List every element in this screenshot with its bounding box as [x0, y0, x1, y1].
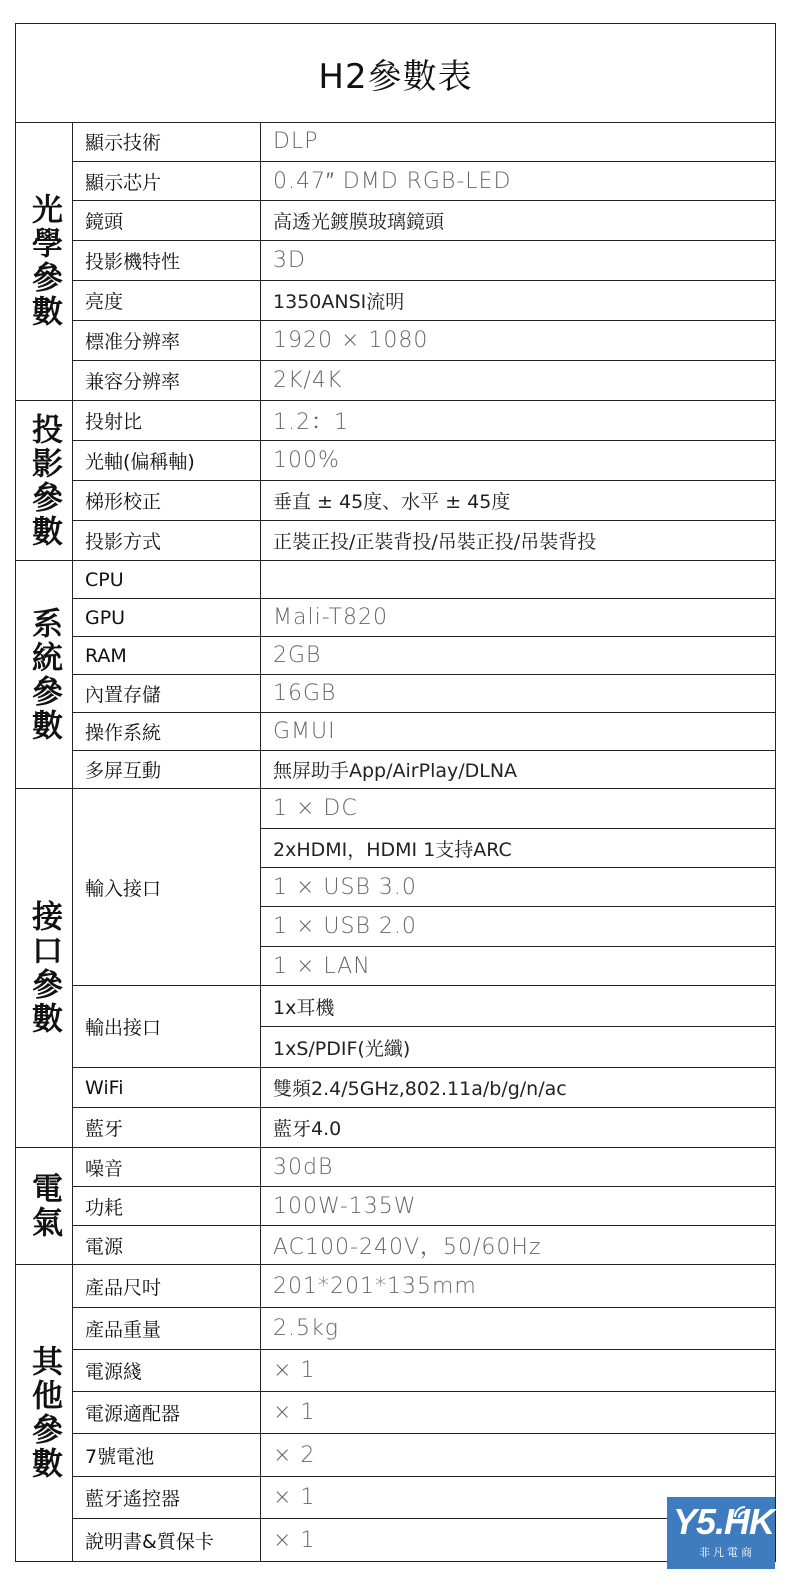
row-label: RAM: [73, 637, 261, 675]
row-value: 100%: [261, 441, 775, 481]
row-value: AC100-240V，50/60Hz: [261, 1226, 775, 1265]
row-label: CPU: [73, 561, 261, 599]
row-label: 亮度: [73, 281, 261, 321]
logo-subtext: 非凡電商: [699, 1546, 755, 1559]
watermark-logo: [667, 1497, 775, 1569]
group-interface: [16, 789, 73, 1148]
row-value: × 1: [273, 1527, 316, 1553]
row-label: 操作系統: [73, 713, 261, 751]
group-label: 其他參數: [26, 1345, 62, 1481]
row-label: 電源: [73, 1226, 261, 1265]
row-label: 說明書&質保卡: [73, 1519, 261, 1561]
row-label: 投影方式: [73, 521, 261, 561]
row-value: 藍牙4.0: [261, 1108, 775, 1148]
group-projection: [16, 401, 73, 561]
group-label: 投影參數: [26, 412, 62, 549]
row-value: 1350ANSI流明: [261, 281, 775, 321]
row-value: 2xHDMI，HDMI 1支持ARC: [261, 829, 775, 868]
row-label: 功耗: [73, 1187, 261, 1226]
row-value: × 1: [261, 1392, 775, 1434]
row-value: Mali-T820: [261, 599, 775, 637]
row-value: 3D: [261, 241, 775, 281]
row-value: 高透光鍍膜玻璃鏡頭: [261, 201, 775, 241]
page-title: H2參數表: [16, 24, 775, 123]
row-label: 7號電池: [73, 1434, 261, 1477]
row-value: GMUI: [261, 713, 775, 751]
row-value: × 1: [261, 1477, 775, 1519]
row-label: 藍牙遙控器: [73, 1477, 261, 1519]
group-label: 接口參數: [26, 900, 62, 1036]
row-value: 201*201*135mm: [261, 1265, 775, 1308]
row-label: 內置存儲: [73, 675, 261, 713]
row-label: 產品尺吋: [73, 1265, 261, 1308]
row-label: 顯示技術: [73, 122, 261, 162]
row-label: 投影機特性: [73, 241, 261, 281]
row-value: 2GB: [261, 637, 775, 675]
row-label: 投射比: [73, 401, 261, 441]
row-label: 多屏互動: [73, 751, 261, 789]
row-value: 1x耳機: [261, 986, 775, 1027]
row-value: 30dB: [261, 1148, 775, 1187]
row-value: 2K/4K: [261, 361, 775, 401]
row-label: 電源綫: [73, 1350, 261, 1392]
row-value: DLP: [261, 122, 775, 162]
group-label: 電氣: [26, 1172, 62, 1240]
row-value: 100W-135W: [261, 1187, 775, 1226]
spec-table: [15, 23, 776, 1562]
group-label: 光學參數: [26, 193, 62, 329]
row-value: 1xS/PDIF(光纖): [261, 1027, 775, 1068]
group-system: [16, 561, 73, 789]
logo-text: Y5.HK: [673, 1501, 775, 1542]
row-label: 產品重量: [73, 1308, 261, 1350]
row-label: 噪音: [73, 1148, 261, 1187]
group-electrical: [16, 1148, 73, 1265]
row-value: 正裝正投/正裝背投/吊裝正投/吊裝背投: [261, 521, 775, 561]
row-label: 電源適配器: [73, 1392, 261, 1434]
row-label: GPU: [73, 599, 261, 637]
row-value: 1 × USB 3.0: [261, 868, 775, 907]
row-value: 1 × LAN: [261, 947, 775, 986]
row-value: 垂直 ± 45度、水平 ± 45度: [261, 481, 775, 521]
row-value: 1 × USB 2.0: [261, 907, 775, 947]
row-label: 兼容分辨率: [73, 361, 261, 401]
row-value: 雙頻2.4/5GHz,802.11a/b/g/n/ac: [261, 1068, 775, 1108]
row-value: × 2: [261, 1434, 775, 1477]
row-value: 2.5kg: [261, 1308, 775, 1350]
row-label: 輸出接口: [73, 986, 261, 1068]
group-other: [16, 1265, 73, 1561]
row-label: 輸入接口: [73, 789, 261, 986]
group-label: 系統參數: [26, 606, 62, 743]
row-value: 1 × DC: [261, 789, 775, 829]
row-value: 1920 × 1080: [261, 321, 775, 361]
row-label: 顯示芯片: [73, 162, 261, 201]
row-value: 0.47″ DMD RGB-LED: [261, 162, 775, 201]
row-value: × 1: [261, 1350, 775, 1392]
row-value: 無屏助手App/AirPlay/DLNA: [261, 751, 775, 789]
group-optical: [16, 122, 73, 401]
row-value: [261, 561, 775, 599]
row-label: 藍牙: [73, 1108, 261, 1148]
row-label: WiFi: [73, 1068, 261, 1108]
row-label: 光軸(偏稱軸): [73, 441, 261, 481]
row-value: 1.2：1: [261, 401, 775, 441]
row-value: 16GB: [261, 675, 775, 713]
row-label: 梯形校正: [73, 481, 261, 521]
row-label: 標准分辨率: [73, 321, 261, 361]
row-label: 鏡頭: [73, 201, 261, 241]
wifi-wave-icon: [733, 1501, 755, 1523]
